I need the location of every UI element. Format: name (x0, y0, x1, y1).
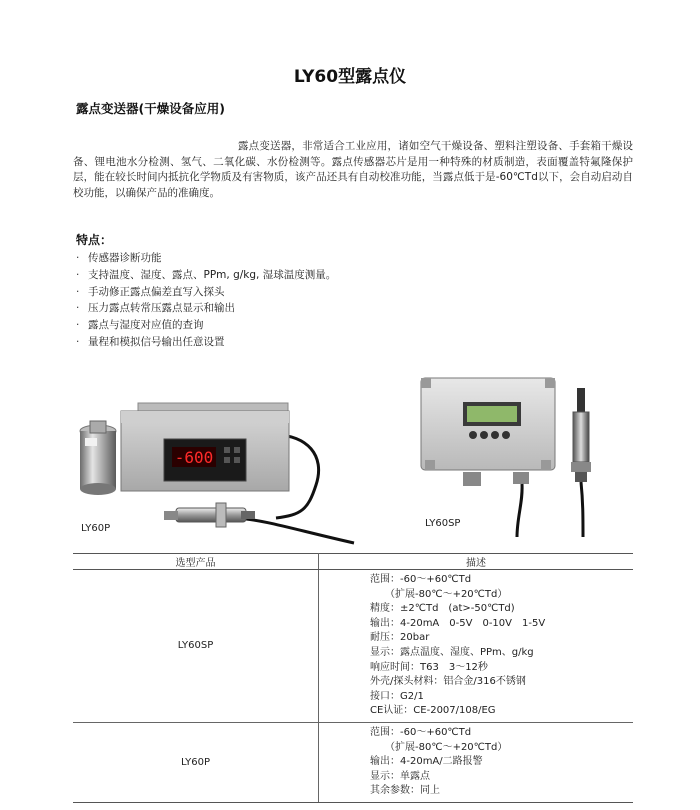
page-title: LY60型露点仪 (293, 67, 407, 87)
spec-table (73, 553, 633, 803)
column-header-description: 描述 (319, 554, 634, 570)
table-row (73, 570, 633, 723)
spec-line: CE认证：CE-2007/108/EG (370, 705, 496, 717)
column-header-model: 选型产品 (73, 554, 319, 570)
description-cell (319, 722, 634, 802)
ly60p-handheld-box-icon (121, 403, 289, 491)
intro-paragraph: 露点变送器，非常适合工业应用，诸如空气干燥设备、塑料注塑设备、手套箱干燥设备、锂电池水分检测、氢气、二氧化碳、水份检测等。露点传感器芯片是用一种特殊的材质制造，表面覆盖特氟隆保护层，能在较长时间内抵抗化学物质及有害物质，该产品还具有自动校准功能，当露点低于是-60℃Td以下，会自动启动自校功能，以确保产品的准确度。 (73, 140, 633, 199)
spec-line: 精度：±2℃Td (at>-50℃Td) (370, 603, 515, 615)
description-cell (319, 570, 634, 723)
spec-line: （扩展-80℃～+20℃Td） (370, 588, 508, 600)
table-header-row (73, 554, 633, 570)
model-cell: LY60SP (73, 570, 319, 723)
probe-icon (164, 503, 255, 527)
spec-line: 输出：4-20mA/二路报警 (370, 756, 483, 768)
spec-line: 外壳/探头材料：铝合金/316不锈钢 (370, 676, 526, 688)
ly60sp-product-image (405, 372, 605, 537)
feature-item: · 传感器诊断功能 (76, 252, 162, 264)
spec-line: 显示：单露点 (370, 770, 430, 782)
feature-item: · 量程和模拟信号输出任意设置 (76, 335, 225, 348)
ly60sp-transmitter-icon (421, 378, 555, 537)
ly60sp-label: LY60SP (425, 518, 461, 529)
ly60p-display-readout: -600 (174, 448, 214, 467)
cylinder-sensor-icon (80, 421, 116, 495)
feature-item: · 压力露点转常压露点显示和输出 (76, 302, 235, 315)
table-row (73, 722, 633, 802)
ly60p-label: LY60P (81, 523, 111, 534)
section-heading: 露点变送器(干燥设备应用) (76, 101, 225, 116)
spec-line: 接口：G2/1 (370, 690, 424, 702)
spec-line: （扩展-80℃～+20℃Td） (370, 741, 508, 753)
spec-line: 显示：露点温度、湿度、PPm、g/kg (370, 646, 534, 658)
model-cell: LY60P (73, 722, 319, 802)
ly60sp-probe-icon (571, 388, 591, 537)
spec-line: 范围：-60～+60℃Td (370, 726, 472, 738)
feature-item: · 支持温度、湿度、露点、PPm, g/kg, 湿球温度测量。 (76, 268, 337, 281)
spec-line: 耐压：20bar (370, 632, 430, 644)
ly60p-product-image (76, 395, 356, 545)
feature-item: · 露点与湿度对应值的查询 (76, 319, 204, 332)
spec-line: 其余参数：同上 (370, 785, 440, 797)
feature-item: · 手动修正露点偏差直写入探头 (76, 285, 225, 298)
features-heading: 特点： (76, 233, 113, 247)
spec-line: 范围：-60～+60℃Td (370, 574, 472, 585)
spec-line: 输出：4-20mA 0-5V 0-10V 1-5V (370, 617, 546, 629)
spec-line: 响应时间：T63 3～12秒 (370, 661, 488, 673)
features-list (76, 250, 336, 351)
